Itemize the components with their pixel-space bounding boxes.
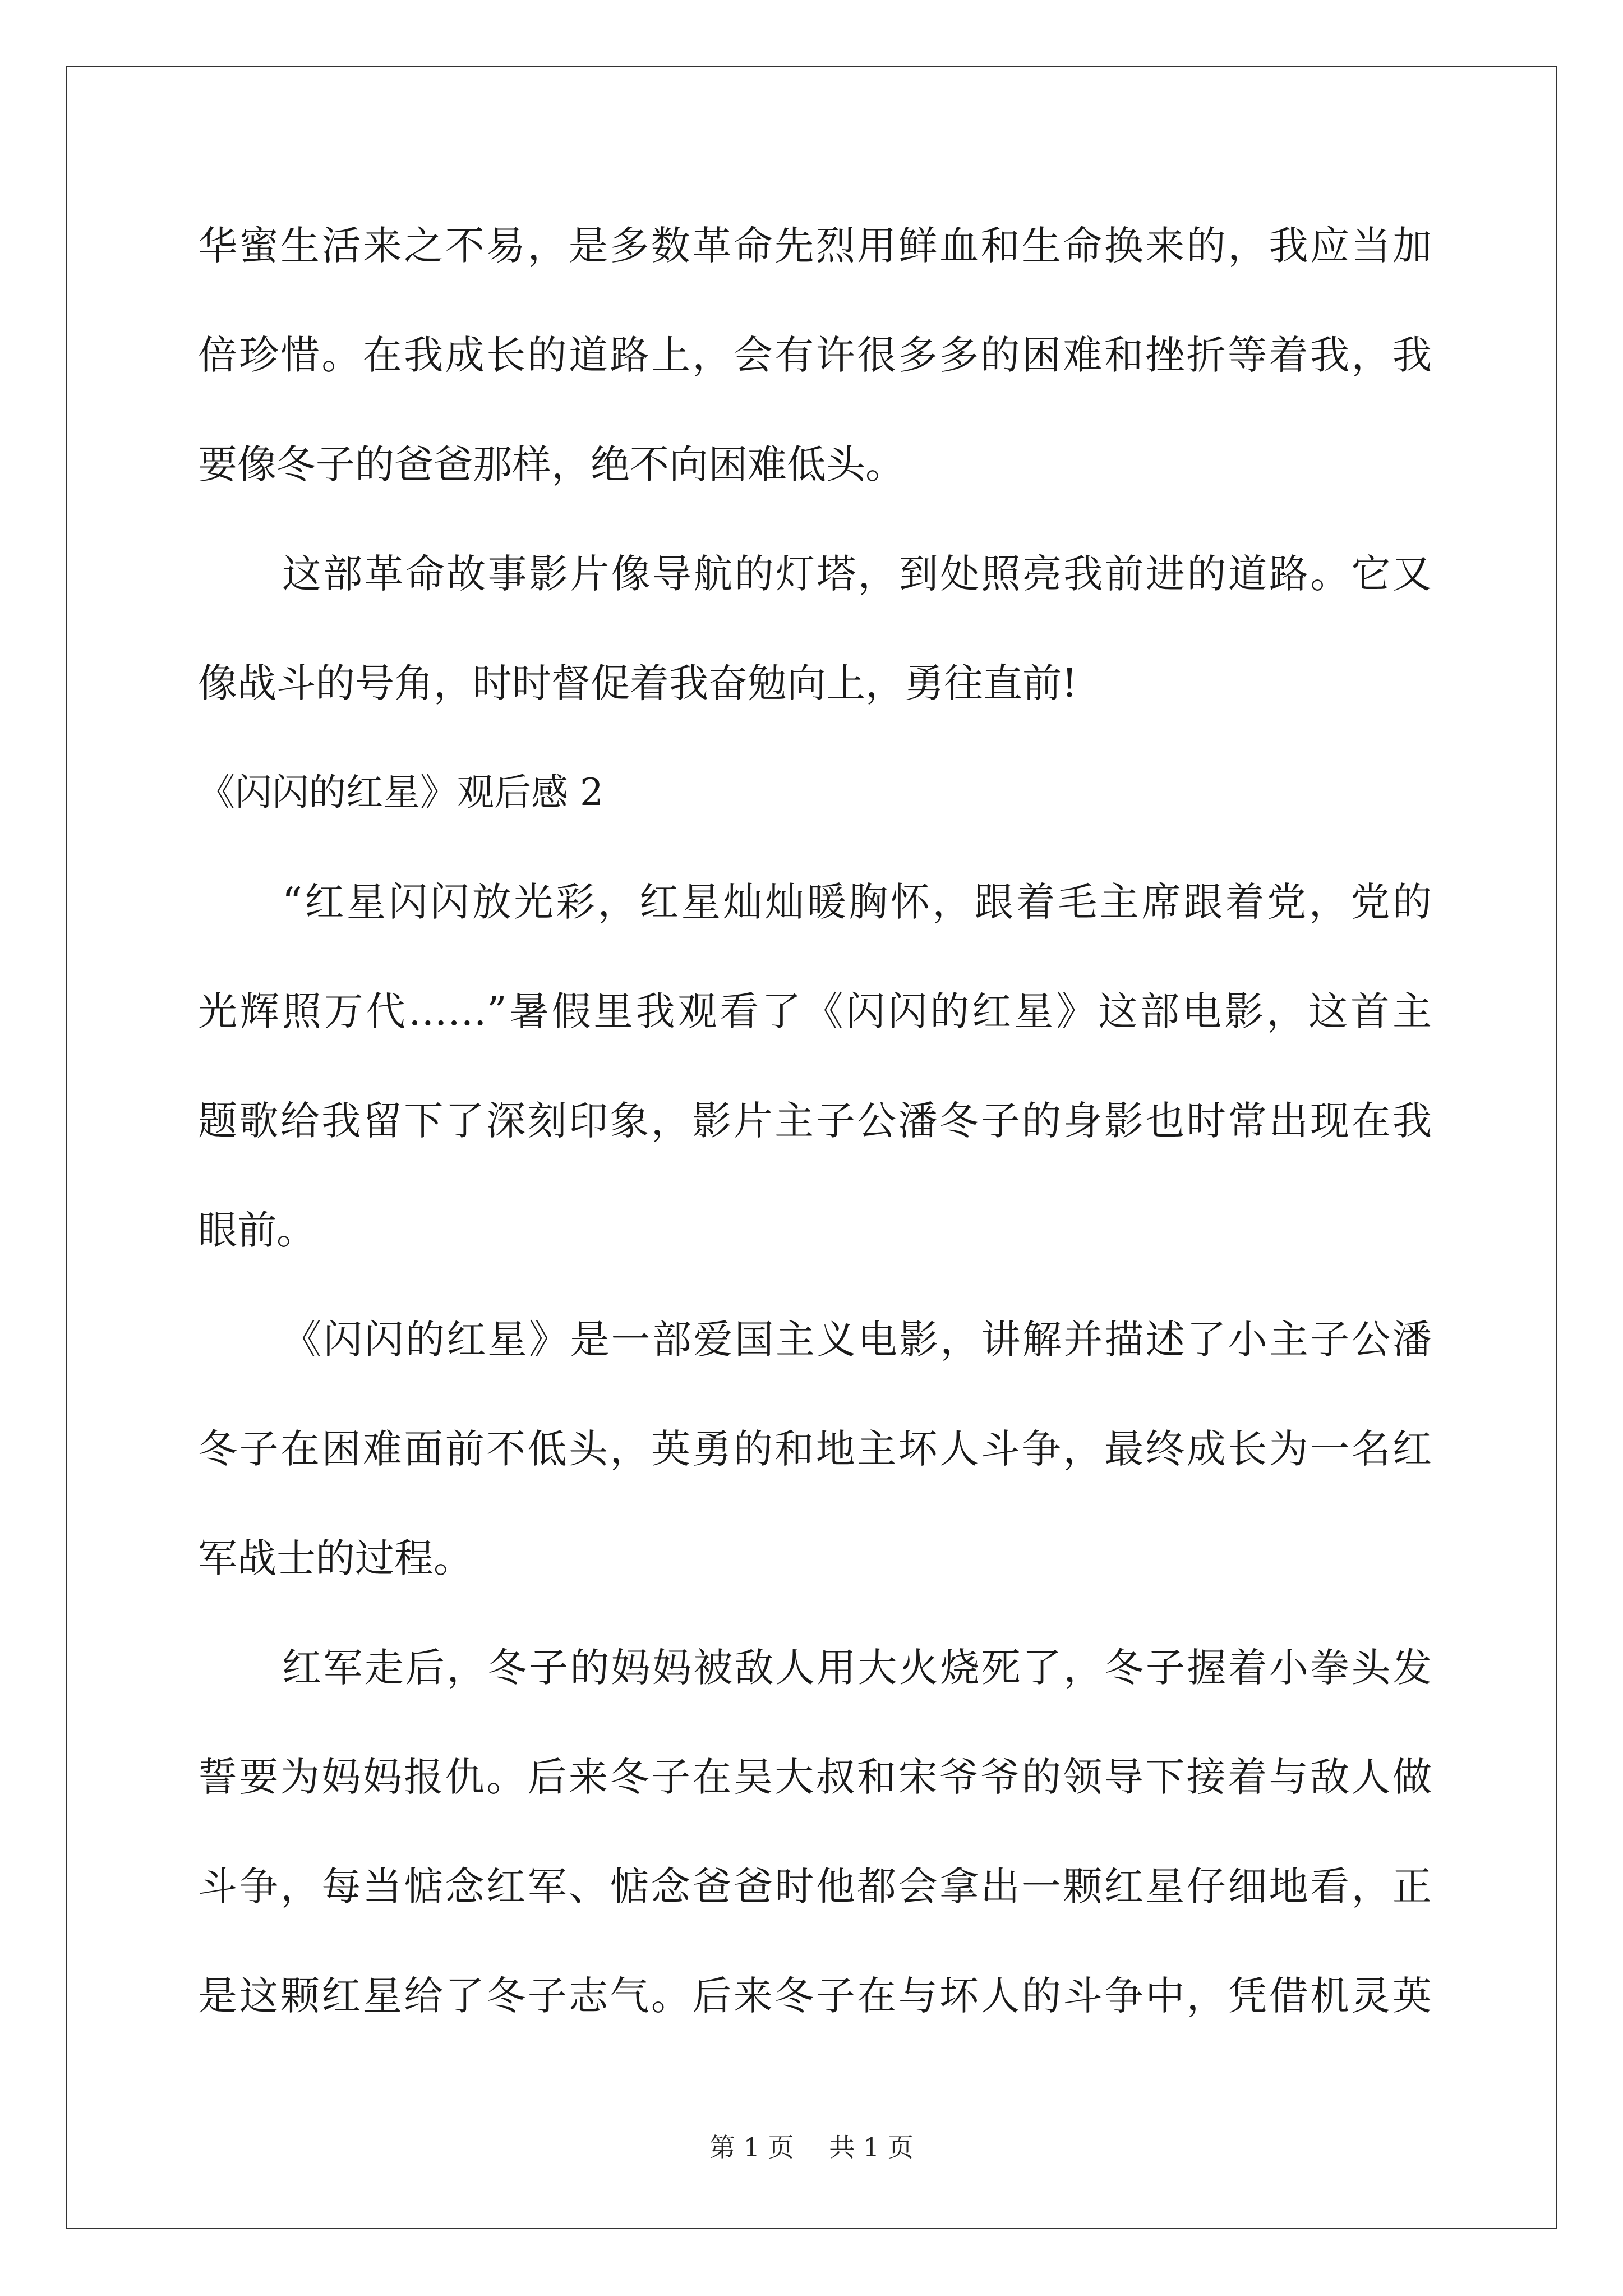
paragraph-line: “红星闪闪放光彩，红星灿灿暖胸怀，跟着毛主席跟着党，党的: [282, 879, 1432, 925]
paragraph-line: 冬子在困难面前不低头，英勇的和地主坏人斗争，最终成长为一名红: [198, 1426, 1432, 1472]
paragraph-line: 红军走后，冬子的妈妈被敌人用大火烧死了，冬子握着小拳头发: [282, 1645, 1432, 1691]
section-heading: 《闪闪的红星》观后感 2: [198, 771, 603, 814]
page-number-current: 第 1 页: [709, 2132, 794, 2162]
paragraph-line: 军战士的过程。: [198, 1535, 473, 1581]
paragraph-line: 光辉照万代……”暑假里我观看了《闪闪的红星》这部电影，这首主: [198, 988, 1432, 1034]
paragraph-line: 斗争，每当惦念红军、惦念爸爸时他都会拿出一颗红星仔细地看，正: [198, 1864, 1432, 1910]
paragraph-line: 眼前。: [198, 1207, 316, 1253]
paragraph-line: 是这颗红星给了冬子志气。后来冬子在与坏人的斗争中，凭借机灵英: [198, 1973, 1432, 2019]
paragraph-line: 题歌给我留下了深刻印象，影片主子公潘冬子的身影也时常出现在我: [198, 1098, 1432, 1144]
paragraph-line: 誓要为妈妈报仇。后来冬子在吴大叔和宋爷爷的领导下接着与敌人做: [198, 1754, 1432, 1800]
page-number-total: 共 1 页: [829, 2132, 914, 2162]
document-body: [198, 218, 1432, 2077]
paragraph-line: 华蜜生活来之不易，是多数革命先烈用鲜血和生命换来的，我应当加: [198, 223, 1432, 269]
paragraph-line: 《闪闪的红星》是一部爱国主义电影，讲解并描述了小主子公潘: [282, 1317, 1432, 1363]
page-footer: [0, 2131, 1623, 2164]
paragraph-line: 倍珍惜。在我成长的道路上，会有许很多多的困难和挫折等着我，我: [198, 332, 1432, 378]
paragraph-line: 这部革命故事影片像导航的灯塔，到处照亮我前进的道路。它又: [282, 551, 1432, 597]
paragraph-line: 要像冬子的爸爸那样，绝不向困难低头。: [198, 441, 905, 487]
paragraph-line: 像战斗的号角，时时督促着我奋勉向上，勇往直前!: [198, 660, 1078, 706]
